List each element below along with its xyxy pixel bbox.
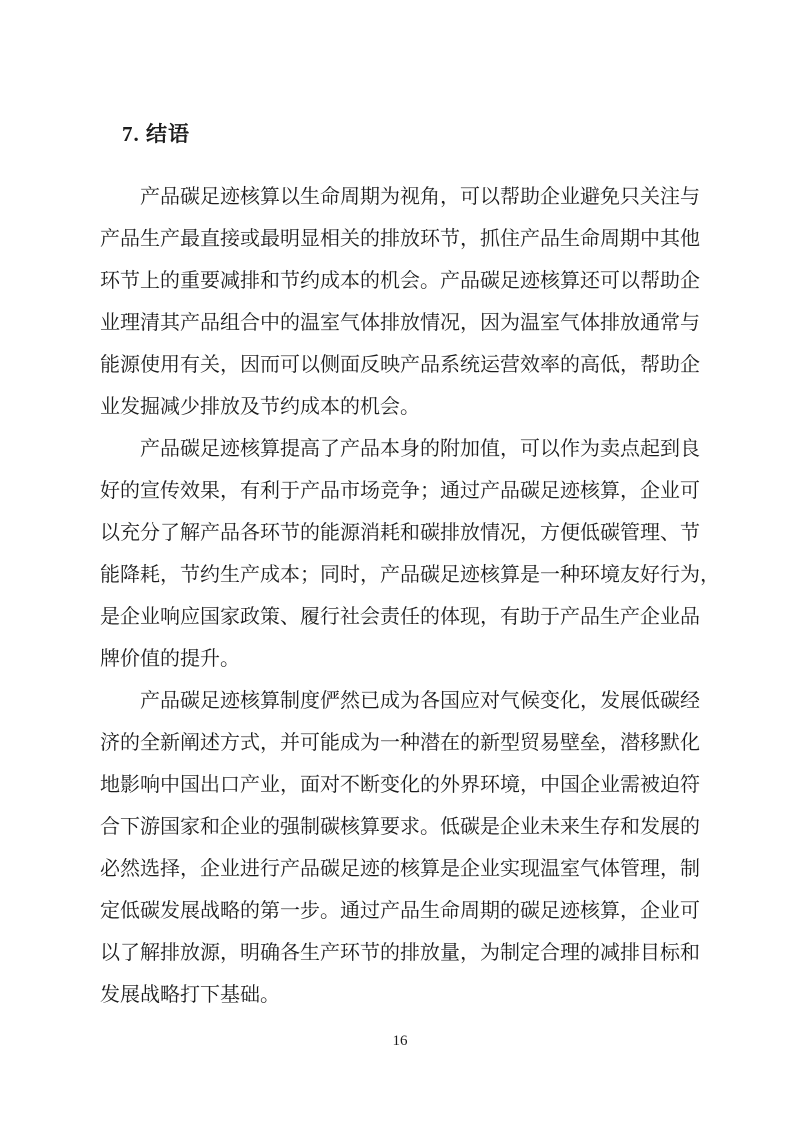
section-heading: 7. 结语	[122, 122, 190, 146]
paragraph-line: 产品碳足迹核算制度俨然已成为各国应对气候变化，发展低碳经	[140, 690, 700, 712]
paragraph-line: 发展战略打下基础。	[100, 984, 280, 1006]
paragraph-3	[100, 680, 700, 1016]
paragraph-line: 地影响中国出口产业，面对不断变化的外界环境，中国企业需被迫符	[100, 774, 700, 796]
paragraph-line: 环节上的重要减排和节约成本的机会。产品碳足迹核算还可以帮助企	[100, 270, 700, 292]
paragraph-2	[100, 428, 720, 680]
paragraph-line: 定低碳发展战略的第一步。通过产品生命周期的碳足迹核算，企业可	[100, 900, 700, 922]
paragraph-line: 是企业响应国家政策、履行社会责任的体现，有助于产品生产企业品	[100, 606, 700, 628]
paragraph-line: 以了解排放源，明确各生产环节的排放量，为制定合理的减排目标和	[100, 942, 700, 964]
paragraph-line: 必然选择，企业进行产品碳足迹的核算是企业实现温室气体管理，制	[100, 858, 700, 880]
paragraph-1	[100, 176, 700, 428]
paragraph-line: 产品碳足迹核算提高了产品本身的附加值，可以作为卖点起到良	[140, 438, 700, 460]
paragraph-line: 牌价值的提升。	[100, 648, 240, 670]
paragraph-line: 济的全新阐述方式，并可能成为一种潜在的新型贸易壁垒，潜移默化	[100, 732, 700, 754]
paragraph-line: 业理清其产品组合中的温室气体排放情况，因为温室气体排放通常与	[100, 312, 700, 334]
page-content	[100, 113, 720, 1016]
paragraph-line: 合下游国家和企业的强制碳核算要求。低碳是企业未来生存和发展的	[100, 816, 700, 838]
paragraph-line: 产品生产最直接或最明显相关的排放环节，抓住产品生命周期中其他	[100, 228, 700, 250]
paragraph-line: 能降耗，节约生产成本；同时，产品碳足迹核算是一种环境友好行为，	[100, 564, 720, 586]
paragraph-line: 以充分了解产品各环节的能源消耗和碳排放情况，方便低碳管理、节	[100, 522, 700, 544]
paragraph-line: 业发掘减少排放及节约成本的机会。	[100, 396, 420, 418]
paragraph-line: 产品碳足迹核算以生命周期为视角，可以帮助企业避免只关注与	[140, 186, 700, 208]
paragraph-line: 能源使用有关，因而可以侧面反映产品系统运营效率的高低，帮助企	[100, 354, 700, 376]
page-number: 16	[392, 1033, 408, 1049]
paragraph-line: 好的宣传效果，有利于产品市场竞争；通过产品碳足迹核算，企业可	[100, 480, 700, 502]
